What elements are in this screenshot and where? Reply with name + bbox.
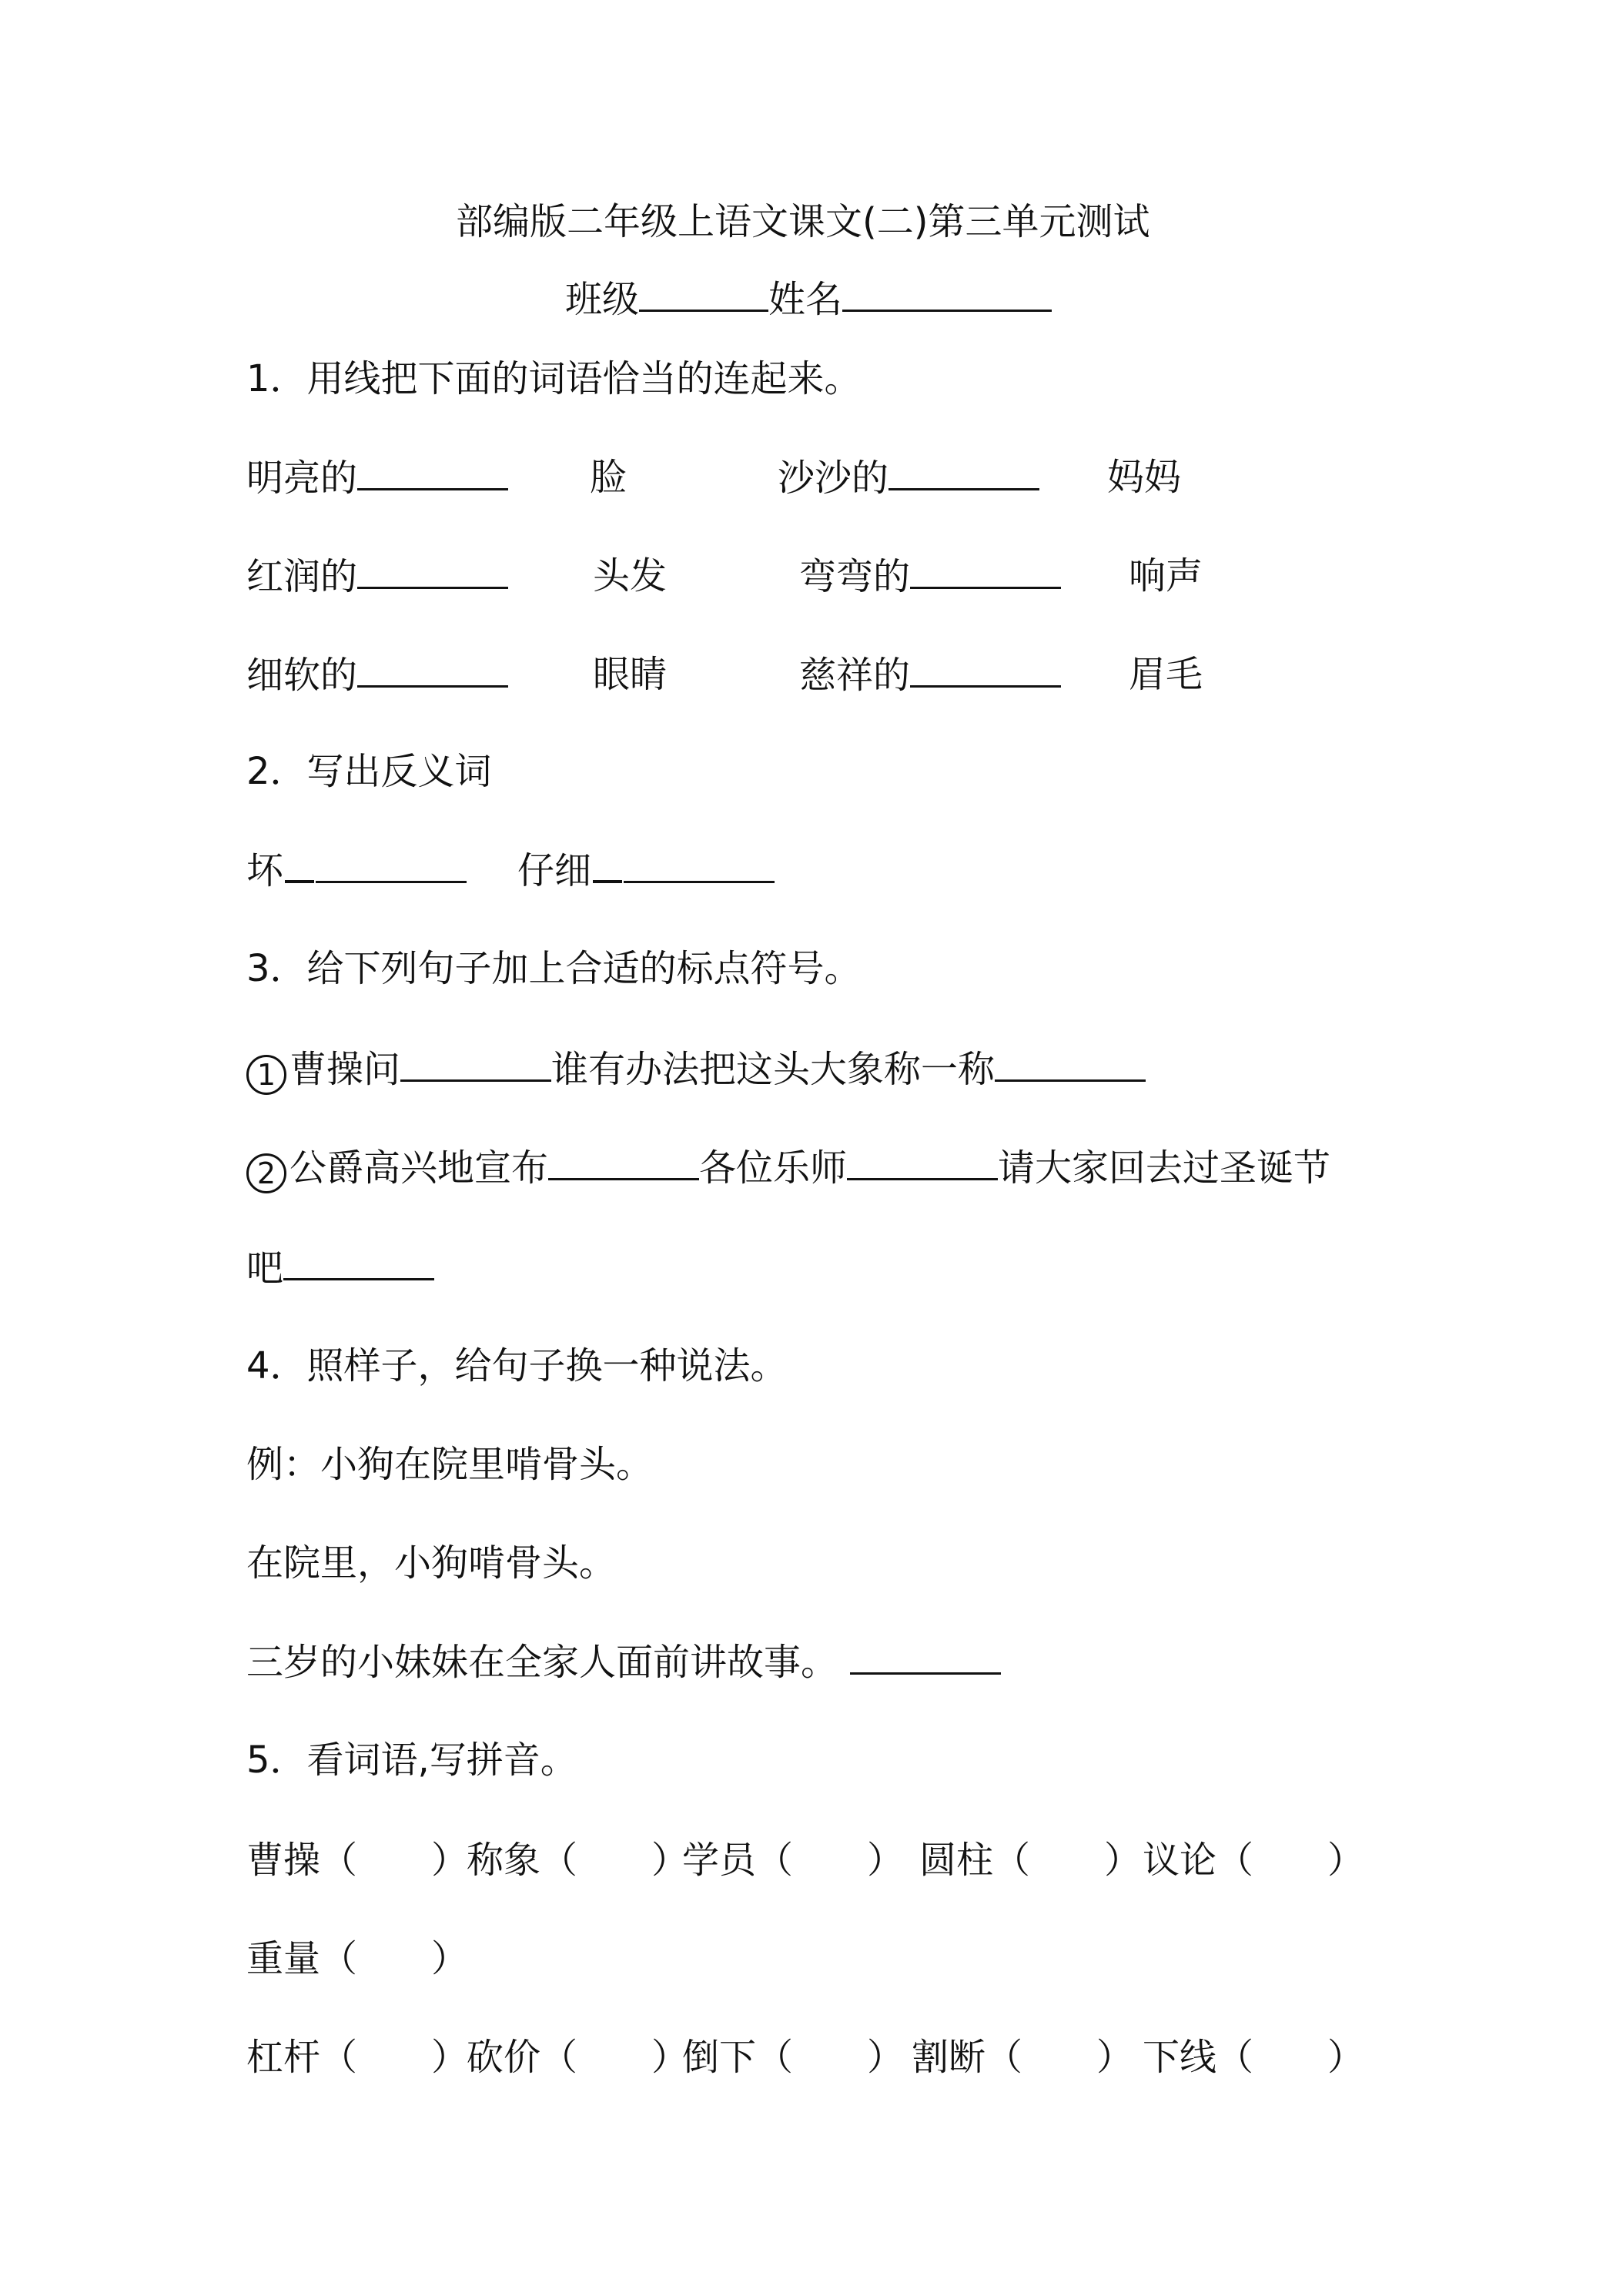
dash-icon	[285, 858, 314, 883]
pinyin-answer-field[interactable]: （ ）	[986, 2036, 1134, 2079]
q1-blank[interactable]	[357, 553, 508, 589]
page-title: 部编版二年级上语文课文(二)第三单元测试	[456, 200, 1150, 243]
pinyin-answer-field[interactable]: （ ）	[320, 2036, 469, 2079]
question-2-prompt: 2．写出反义词	[246, 750, 492, 793]
pinyin-answer-field[interactable]: （ ）	[756, 1839, 905, 1882]
class-label: 班级	[565, 278, 640, 321]
q1-noun: 眼睛	[593, 653, 668, 696]
q1-blank[interactable]	[357, 651, 508, 688]
question-3-prompt: 3．给下列句子加上合适的标点符号。	[246, 947, 862, 990]
pinyin-item: 杠杆（ ）	[246, 2036, 469, 2079]
q3-blank[interactable]	[847, 1144, 998, 1180]
q1-blank[interactable]	[888, 454, 1039, 490]
q1-left-word: 沙沙的	[778, 454, 1039, 501]
q3-blank[interactable]	[283, 1244, 434, 1280]
pinyin-item: 曹操（ ）	[246, 1839, 469, 1882]
name-blank[interactable]	[842, 276, 1052, 312]
question-5-prompt: 5．看词语,写拼音。	[246, 1739, 577, 1782]
q3-blank[interactable]	[400, 1046, 551, 1082]
pinyin-item: 砍价（ ）	[467, 2036, 689, 2079]
q1-left-word: 红润的	[246, 553, 508, 600]
pinyin-item: 议论（ ）	[1143, 1839, 1365, 1882]
question-1-prompt: 1．用线把下面的词语恰当的连起来。	[246, 357, 862, 400]
q1-left-word: 慈祥的	[799, 651, 1061, 698]
q3-blank[interactable]	[995, 1046, 1146, 1082]
q1-left-word: 细软的	[246, 651, 508, 698]
q1-noun: 脸	[590, 456, 627, 499]
pinyin-answer-field[interactable]: （ ）	[320, 1839, 469, 1882]
name-label: 姓名	[768, 278, 843, 321]
q2-blank[interactable]	[316, 847, 467, 883]
pinyin-item: 学员（ ）	[682, 1839, 905, 1882]
q2-blank[interactable]	[624, 847, 775, 883]
q4-blank[interactable]	[850, 1638, 1001, 1675]
pinyin-item: 下线（ ）	[1143, 2036, 1365, 2079]
q4-example: 例：小狗在院里啃骨头。	[246, 1443, 654, 1486]
q1-noun: 响声	[1129, 554, 1203, 597]
pinyin-answer-field[interactable]: （ ）	[1216, 2036, 1365, 2079]
class-name-line	[565, 276, 1052, 323]
pinyin-item: 称象（ ）	[467, 1839, 689, 1882]
pinyin-answer-field[interactable]: （ ）	[540, 2036, 689, 2079]
worksheet-page: 部编版二年级上语文课文(二)第三单元测试 班级 姓名 1．用线把下面的词语恰当的连起来。 明亮的 脸 沙沙的 妈妈 红润的 头发 弯弯的 响声 细软的 眼睛 慈祥的 眉毛 2．写出反义词 坏 仔细 3．给下列句子加上合适的标点符号。 1 曹操问 谁有办法把这头大象称一称 2 公爵高兴地宣布 各位乐师 请大家回去过圣诞节 吧 4．照样子，给句子换一种说法。 例：小狗在院里啃骨头。 在院里，小狗啃骨头。 三岁的小妹妹在全家人面前讲故事。 5．看词语,写拼音。 曹操（ ） 称象（ ） 学员（ ） 圆柱（ ） 议论（ ） 重量（ ） 杠杆（ ） 砍价（ ） 倒下（ ） 割断（ ） 下线（ ）	[246, 200, 1365, 2079]
pinyin-answer-field[interactable]: （ ）	[1216, 1839, 1365, 1882]
q1-noun: 眉毛	[1129, 653, 1203, 696]
q2-item: 仔细	[517, 847, 775, 894]
circled-number-1: 1	[246, 1055, 286, 1095]
q1-blank[interactable]	[357, 454, 508, 490]
q1-left-word: 明亮的	[246, 454, 508, 501]
pinyin-answer-field[interactable]: （ ）	[320, 1937, 469, 1980]
pinyin-item: 倒下（ ）	[682, 2036, 905, 2079]
circled-number-2: 2	[246, 1153, 286, 1193]
question-4-prompt: 4．照样子，给句子换一种说法。	[246, 1344, 788, 1387]
dash-icon	[593, 858, 622, 883]
pinyin-answer-field[interactable]: （ ）	[540, 1839, 689, 1882]
pinyin-answer-field[interactable]: （ ）	[993, 1839, 1142, 1882]
q1-left-word: 弯弯的	[799, 553, 1061, 600]
q4-example-answer: 在院里，小狗啃骨头。	[246, 1541, 617, 1585]
q1-blank[interactable]	[910, 651, 1061, 688]
pinyin-answer-field[interactable]: （ ）	[756, 2036, 905, 2079]
q3-blank[interactable]	[548, 1144, 699, 1180]
class-blank[interactable]	[639, 276, 768, 312]
q1-noun: 妈妈	[1107, 456, 1182, 499]
q2-item: 坏	[246, 847, 467, 894]
pinyin-item: 圆柱（ ）	[919, 1839, 1142, 1882]
pinyin-item: 割断（ ）	[912, 2036, 1134, 2079]
q1-noun: 头发	[593, 554, 668, 597]
q1-blank[interactable]	[910, 553, 1061, 589]
q4-task: 三岁的小妹妹在全家人面前讲故事。	[246, 1641, 838, 1684]
pinyin-item: 重量（ ）	[246, 1937, 469, 1980]
